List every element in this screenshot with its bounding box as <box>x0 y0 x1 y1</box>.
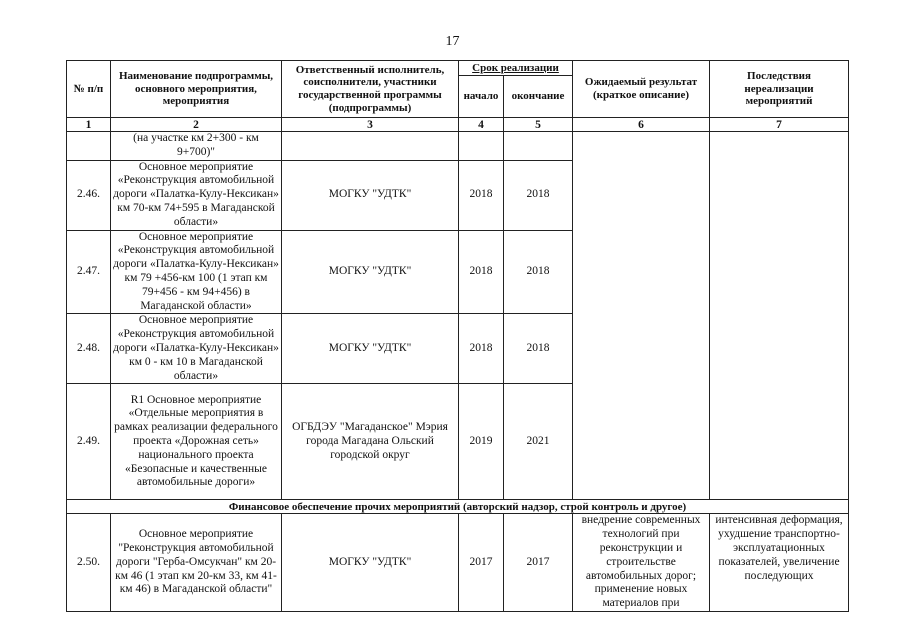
measure-name: R1 Основное мероприятие «Отдельные мероприятия в рамках реализации федерального проекта «Дорожная сеть» национального проекта «Безопасные и качественные автомобильные дороги» <box>111 384 282 500</box>
column-number: 7 <box>710 118 849 132</box>
responsible-executor: МОГКУ "УДТК" <box>282 514 459 612</box>
start-year: 2018 <box>459 160 504 230</box>
measure-name: Основное мероприятие «Реконструкция автомобильной дороги «Палатка-Кулу-Нексикан» км 70-км 74+595 в Магаданской области» <box>111 160 282 230</box>
result-cell-empty <box>573 132 710 500</box>
non-implementation-consequences: интенсивная деформация, ухудшение транспортно-эксплуатационных показателей, увеличение последующих <box>710 514 849 612</box>
end-year: 2021 <box>504 384 573 500</box>
header-col-period: Срок реализации <box>459 61 573 76</box>
responsible-executor: МОГКУ "УДТК" <box>282 230 459 314</box>
header-col-responsible: Ответственный исполнитель, соисполнители, участники государственной программы (подпрограммы) <box>282 61 459 118</box>
start-year: 2019 <box>459 384 504 500</box>
header-col-name: Наименование подпрограммы, основного мероприятия, мероприятия <box>111 61 282 118</box>
end-year: 2018 <box>504 160 573 230</box>
continuation-row <box>67 132 849 161</box>
header-col-end: окончание <box>504 76 573 118</box>
column-number: 4 <box>459 118 504 132</box>
page-number: 17 <box>445 34 460 49</box>
row-number: 2.46. <box>67 160 111 230</box>
row-number: 2.50. <box>67 514 111 612</box>
column-number: 5 <box>504 118 573 132</box>
consequences-cell-empty <box>710 132 849 500</box>
column-number: 1 <box>67 118 111 132</box>
responsible-executor: ОГБДЭУ "Магаданское" Мэрия города Магадана Ольский городской округ <box>282 384 459 500</box>
row-number: 2.48. <box>67 314 111 384</box>
responsible-executor: МОГКУ "УДТК" <box>282 160 459 230</box>
column-numbers-row <box>67 118 849 132</box>
start-year: 2018 <box>459 314 504 384</box>
program-measures-table <box>66 60 849 612</box>
measure-name: Основное мероприятие «Реконструкция автомобильной дороги «Палатка-Кулу-Нексикан» км 0 - км 10 в Магаданской области» <box>111 314 282 384</box>
measure-name: Основное мероприятие «Реконструкция автомобильной дороги «Палатка-Кулу-Нексикан» км 79 +456-км 100 (1 этап км 79+456 - км 94+456) в Магаданской области» <box>111 230 282 314</box>
header-col-start: начало <box>459 76 504 118</box>
responsible-executor: МОГКУ "УДТК" <box>282 314 459 384</box>
header-col-consequences: Последствия нереализации мероприятий <box>710 61 849 118</box>
section-row <box>67 500 849 514</box>
table-row <box>67 514 849 612</box>
header-col-num: № п/п <box>67 61 111 118</box>
row-number: 2.47. <box>67 230 111 314</box>
end-year: 2018 <box>504 314 573 384</box>
section-title: Финансовое обеспечение прочих мероприятий (авторский надзор, строй контроль и другое) <box>67 500 849 514</box>
column-number: 6 <box>573 118 710 132</box>
row-number: 2.49. <box>67 384 111 500</box>
end-year: 2017 <box>504 514 573 612</box>
end-year: 2018 <box>504 230 573 314</box>
start-year: 2017 <box>459 514 504 612</box>
column-number: 2 <box>111 118 282 132</box>
measure-name: Основное мероприятие "Реконструкция автомобильной дороги "Герба-Омсукчан" км 20-км 46 (1 этап км 20-км 33, км 41-км 46) в Магаданской области" <box>111 514 282 612</box>
header-col-result: Ожидаемый результат (краткое описание) <box>573 61 710 118</box>
start-year: 2018 <box>459 230 504 314</box>
column-number: 3 <box>282 118 459 132</box>
continuation-text: (на участке км 2+300 - км 9+700)" <box>111 132 282 161</box>
expected-result: внедрение современных технологий при реконструкции и строительстве автомобильных дорог; применение новых материалов при <box>573 514 710 612</box>
